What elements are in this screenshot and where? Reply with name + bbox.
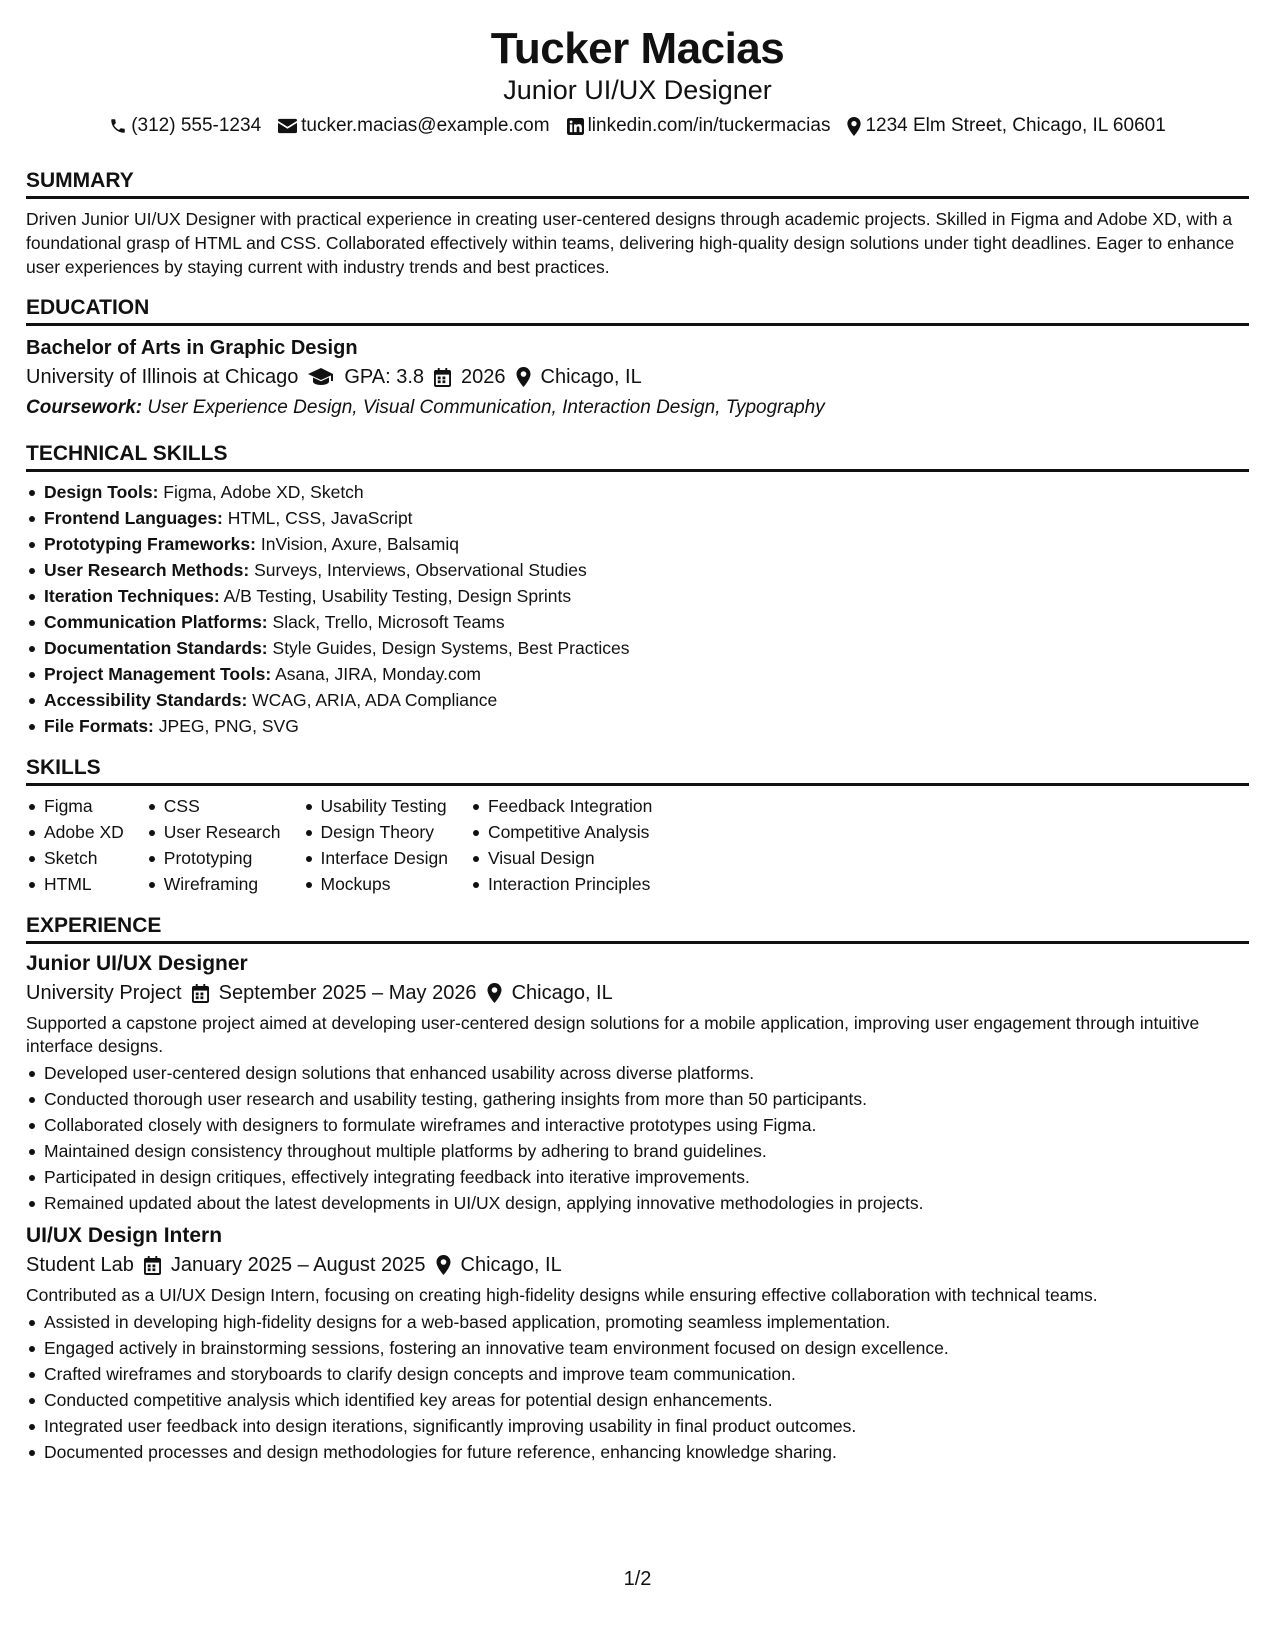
skill-values: Figma, Adobe XD, Sketch xyxy=(163,482,364,502)
skills-column xyxy=(470,793,652,897)
job-meta xyxy=(26,1250,1249,1280)
contact-email[interactable] xyxy=(278,114,549,138)
list-item xyxy=(26,609,1249,635)
list-item xyxy=(26,583,1249,609)
skill-category: Documentation Standards: xyxy=(44,638,268,658)
job-description: Supported a capstone project aimed at developing user-centered design solutions for a mobile application, improving user engagement through intuitive interface designs. xyxy=(26,1013,1200,1056)
skill-values: HTML, CSS, JavaScript xyxy=(227,508,413,528)
skill-values: JPEG, PNG, SVG xyxy=(158,716,299,736)
skills-column xyxy=(146,793,281,897)
list-item: Wireframing xyxy=(146,871,281,897)
list-item: Participated in design critiques, effectively integrating feedback into iterative improvements. xyxy=(26,1164,1249,1190)
job-bullets xyxy=(26,1060,1249,1216)
list-item: Feedback Integration xyxy=(470,793,652,819)
job-entry xyxy=(26,950,1249,1216)
job-location: Chicago, IL xyxy=(511,982,613,1004)
job-title: Junior UI/UX Designer xyxy=(26,952,248,975)
education-section xyxy=(26,295,1249,423)
list-item: Documented processes and design methodologies for future reference, enhancing knowledge sharing. xyxy=(26,1439,1249,1465)
skill-category: Design Tools: xyxy=(44,482,159,502)
list-item: Figma xyxy=(26,793,124,819)
job-location: Chicago, IL xyxy=(460,1254,562,1276)
job-dates: January 2025 – August 2025 xyxy=(170,1254,426,1276)
list-item: Developed user-centered design solutions that enhanced usability across diverse platforms. xyxy=(26,1060,1249,1086)
section-heading: SKILLS xyxy=(26,755,1249,786)
list-item: Adobe XD xyxy=(26,819,124,845)
phone-text: (312) 555-1234 xyxy=(131,115,262,136)
page-number: 1/2 xyxy=(623,1568,652,1590)
list-item xyxy=(26,661,1249,687)
skill-values: A/B Testing, Usability Testing, Design Sprints xyxy=(223,586,572,606)
candidate-title: Junior UI/UX Designer xyxy=(503,75,772,105)
list-item: Usability Testing xyxy=(303,793,448,819)
section-heading: SUMMARY xyxy=(26,168,1249,199)
list-item: HTML xyxy=(26,871,124,897)
contact-phone xyxy=(109,114,261,138)
technical-skills-section xyxy=(26,441,1249,739)
skill-category: Iteration Techniques: xyxy=(44,586,220,606)
job-description: Contributed as a UI/UX Design Intern, focusing on creating high-fidelity designs while ensuring effective collaboration with technical teams. xyxy=(26,1285,1098,1305)
list-item: Crafted wireframes and storyboards to clarify design concepts and improve team communication. xyxy=(26,1361,1249,1387)
list-item: Collaborated closely with designers to formulate wireframes and interactive prototypes using Figma. xyxy=(26,1112,1249,1138)
map-pin-icon xyxy=(516,367,531,387)
job-meta xyxy=(26,978,1249,1008)
list-item xyxy=(26,531,1249,557)
degree: Bachelor of Arts in Graphic Design xyxy=(26,337,358,359)
list-item: Competitive Analysis xyxy=(470,819,652,845)
job-dates: September 2025 – May 2026 xyxy=(218,982,477,1004)
skill-values: Slack, Trello, Microsoft Teams xyxy=(272,612,505,632)
job-entry xyxy=(26,1222,1249,1465)
phone-icon xyxy=(109,117,127,135)
skill-values: Style Guides, Design Systems, Best Practices xyxy=(272,638,630,658)
list-item xyxy=(26,713,1249,739)
skill-category: Accessibility Standards: xyxy=(44,690,248,710)
calendar-icon xyxy=(434,368,451,387)
list-item: Visual Design xyxy=(470,845,652,871)
section-heading: EDUCATION xyxy=(26,295,1249,326)
skill-category: User Research Methods: xyxy=(44,560,250,580)
coursework-list: User Experience Design, Visual Communication, Interaction Design, Typography xyxy=(147,397,825,418)
summary-section xyxy=(26,168,1249,279)
technical-skills-list xyxy=(26,479,1249,739)
list-item xyxy=(26,557,1249,583)
list-item: Conducted competitive analysis which identified key areas for potential design enhancements. xyxy=(26,1387,1249,1413)
list-item: Design Theory xyxy=(303,819,448,845)
contact-linkedin[interactable] xyxy=(567,114,831,138)
school-name: University of Illinois at Chicago xyxy=(26,366,299,388)
linkedin-text[interactable]: linkedin.com/in/tuckermacias xyxy=(587,115,831,136)
list-item xyxy=(26,505,1249,531)
summary-text: Driven Junior UI/UX Designer with practical experience in creating user-centered designs through academic projects. Skilled in Figma and Adobe XD, with a foundational grasp of HTML and CSS. Collaborated effectively within teams, delivering high-quality design solutions under tight deadlines. Eager to enhance user experiences by staying current with industry trends and best practices. xyxy=(26,209,1235,277)
map-pin-icon xyxy=(487,983,502,1003)
skill-category: Communication Platforms: xyxy=(44,612,268,632)
candidate-name: Tucker Macias xyxy=(490,24,785,73)
contact-address xyxy=(847,114,1165,138)
skills-grid xyxy=(26,793,1249,897)
linkedin-icon xyxy=(567,118,584,135)
experience-section xyxy=(26,913,1249,1465)
list-item xyxy=(26,635,1249,661)
education-location: Chicago, IL xyxy=(540,366,642,388)
list-item: Remained updated about the latest developments in UI/UX design, applying innovative methodologies in projects. xyxy=(26,1190,1249,1216)
education-meta xyxy=(26,362,1249,392)
job-org: University Project xyxy=(26,982,182,1004)
gpa: GPA: 3.8 xyxy=(344,366,425,388)
list-item: Interaction Principles xyxy=(470,871,652,897)
list-item: Prototyping xyxy=(146,845,281,871)
list-item: Sketch xyxy=(26,845,124,871)
contact-bar xyxy=(26,114,1249,138)
skills-section xyxy=(26,755,1249,897)
list-item: Maintained design consistency throughout multiple platforms by adhering to brand guidelines. xyxy=(26,1138,1249,1164)
list-item: Mockups xyxy=(303,871,448,897)
section-heading: TECHNICAL SKILLS xyxy=(26,441,1249,472)
address-text: 1234 Elm Street, Chicago, IL 60601 xyxy=(865,115,1166,136)
skill-values: Surveys, Interviews, Observational Studies xyxy=(254,560,587,580)
skill-values: Asana, JIRA, Monday.com xyxy=(275,664,481,684)
section-heading: EXPERIENCE xyxy=(26,913,1249,944)
list-item: Conducted thorough user research and usability testing, gathering insights from more than 50 participants. xyxy=(26,1086,1249,1112)
graduation-cap-icon xyxy=(308,368,334,386)
job-bullets xyxy=(26,1309,1249,1465)
graduation-year: 2026 xyxy=(461,366,506,388)
list-item: User Research xyxy=(146,819,281,845)
list-item: Integrated user feedback into design iterations, significantly improving usability in final product outcomes. xyxy=(26,1413,1249,1439)
map-pin-icon xyxy=(847,117,861,136)
list-item: CSS xyxy=(146,793,281,819)
skills-column xyxy=(303,793,448,897)
email-text[interactable]: tucker.macias@example.com xyxy=(301,115,550,136)
skill-category: Prototyping Frameworks: xyxy=(44,534,256,554)
coursework-label: Coursework: xyxy=(26,397,143,418)
skill-category: Frontend Languages: xyxy=(44,508,223,528)
list-item: Engaged actively in brainstorming sessions, fostering an innovative team environment focused on design excellence. xyxy=(26,1335,1249,1361)
skill-category: Project Management Tools: xyxy=(44,664,272,684)
job-title: UI/UX Design Intern xyxy=(26,1224,223,1247)
job-org: Student Lab xyxy=(26,1254,134,1276)
list-item: Assisted in developing high-fidelity designs for a web-based application, promoting seamless implementation. xyxy=(26,1309,1249,1335)
coursework xyxy=(26,393,1249,423)
skill-category: File Formats: xyxy=(44,716,154,736)
resume-page xyxy=(26,22,1249,1465)
skills-column xyxy=(26,793,124,897)
calendar-icon xyxy=(144,1256,161,1275)
calendar-icon xyxy=(192,984,209,1003)
envelope-icon xyxy=(278,118,297,134)
map-pin-icon xyxy=(436,1255,451,1275)
list-item xyxy=(26,687,1249,713)
skill-values: InVision, Axure, Balsamiq xyxy=(260,534,459,554)
skill-values: WCAG, ARIA, ADA Compliance xyxy=(252,690,498,710)
list-item xyxy=(26,479,1249,505)
list-item: Interface Design xyxy=(303,845,448,871)
